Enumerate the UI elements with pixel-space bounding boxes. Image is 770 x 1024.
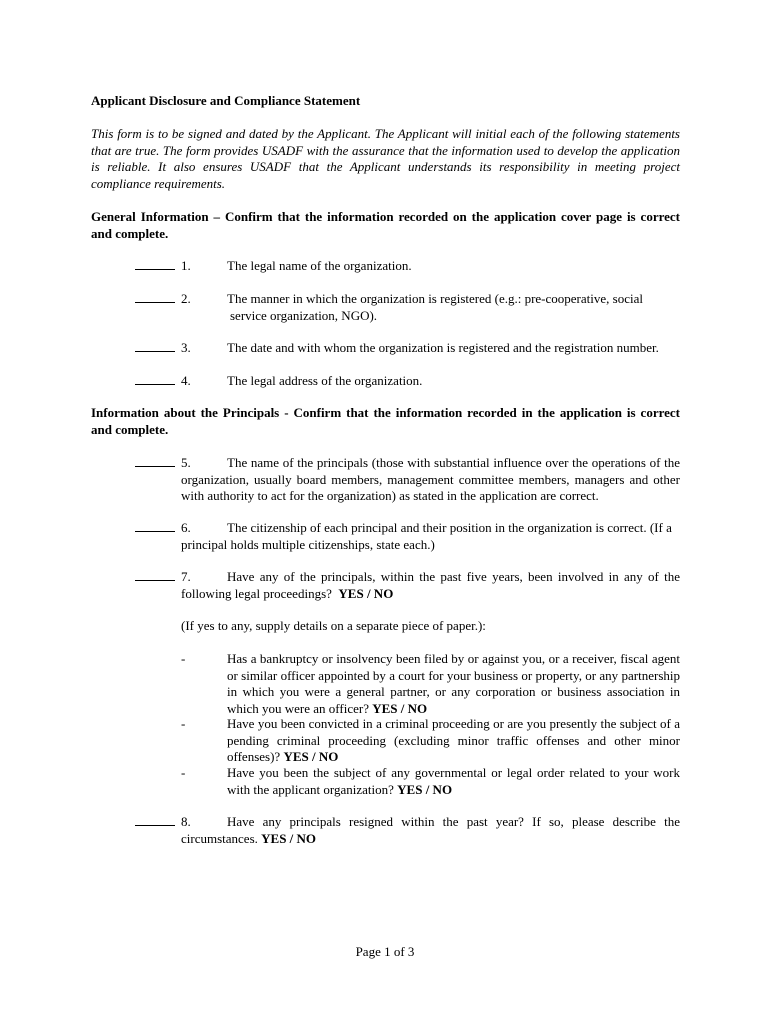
item-text: The citizenship of each principal and their position in the organization is correct. (If a principal holds multiple citizenships, state each.) bbox=[181, 520, 672, 552]
yes-no-answer[interactable]: YES / NO bbox=[261, 830, 317, 846]
item-question: Have any of the principals, within the past five years, been involved in any of the following legal proceedings? bbox=[181, 569, 680, 601]
initial-blank-3[interactable] bbox=[135, 340, 175, 352]
document-title: Applicant Disclosure and Compliance Statement bbox=[91, 93, 361, 108]
item-text bbox=[181, 569, 680, 602]
item-number: 2. bbox=[181, 291, 191, 306]
yes-no-answer[interactable]: YES / NO bbox=[338, 585, 394, 601]
item-text-line: The manner in which the organization is registered (e.g.: pre-cooperative, social bbox=[227, 291, 643, 306]
section-heading-general-information: General Information – Confirm that the information recorded on the application cover page is correct and complete. bbox=[91, 209, 680, 241]
yes-no-answer[interactable]: YES / NO bbox=[397, 781, 453, 797]
item-number: 8. bbox=[181, 814, 191, 829]
statement-item-3 bbox=[135, 340, 680, 357]
sub-question-body: Has a bankruptcy or insolvency been filed by or against you, or a receiver, fiscal agent or similar officer appointed by a court for your business or property, or any partnership in which you were a general partner, or any corporation or business association in which you were an officer? bbox=[227, 651, 680, 716]
initial-blank-6[interactable] bbox=[135, 520, 175, 532]
statement-item-1 bbox=[135, 258, 680, 275]
yes-no-answer[interactable]: YES / NO bbox=[372, 700, 428, 716]
sub-question-text bbox=[227, 651, 680, 717]
initial-blank-2[interactable] bbox=[135, 291, 175, 303]
sub-question-text bbox=[227, 716, 680, 766]
item-7-note: (If yes to any, supply details on a separate piece of paper.): bbox=[181, 618, 486, 633]
yes-no-answer[interactable]: YES / NO bbox=[283, 749, 339, 764]
statement-item-6 bbox=[135, 520, 680, 552]
item-number: 6. bbox=[181, 520, 191, 535]
initial-blank-4[interactable] bbox=[135, 373, 175, 385]
dash-bullet: - bbox=[181, 651, 186, 666]
statement-item-5 bbox=[135, 455, 680, 503]
intro-paragraph: This form is to be signed and dated by the Applicant. The Applicant will initial each of the following statements that are true. The form provides USADF with the assurance that the information used to develop the application is reliable. It also ensures USADF that the Applicant understands its responsibility in meeting project compliance requirements. bbox=[91, 126, 680, 191]
dash-bullet: - bbox=[181, 765, 186, 780]
initial-blank-8[interactable] bbox=[135, 814, 175, 826]
statement-item-2 bbox=[135, 291, 680, 323]
statement-item-4 bbox=[135, 373, 680, 390]
sub-question-body: Have you been the subject of any governmental or legal order related to your work with the applicant organization? bbox=[227, 765, 680, 797]
page-number: Page 1 of 3 bbox=[355, 944, 415, 959]
sub-question-text bbox=[227, 765, 680, 798]
item-text bbox=[227, 291, 680, 324]
item-text bbox=[181, 814, 680, 847]
dash-bullet: - bbox=[181, 716, 186, 731]
sub-question-body: Have you been convicted in a criminal proceeding or are you presently the subject of a pending criminal proceeding (excluding minor traffic offenses and other minor offenses)? bbox=[227, 716, 680, 764]
statement-item-8 bbox=[135, 814, 680, 846]
item-text: The name of the principals (those with substantial influence over the operations of the organization, usually board members, management committee members, managers and other with authority to act for the organization) as stated in the application are correct. bbox=[181, 455, 680, 503]
item-number: 3. bbox=[181, 340, 191, 355]
initial-blank-5[interactable] bbox=[135, 455, 175, 467]
item-number: 7. bbox=[181, 569, 191, 584]
initial-blank-7[interactable] bbox=[135, 569, 175, 581]
section-heading-principals: Information about the Principals - Confirm that the information recorded in the application is correct and complete. bbox=[91, 405, 680, 437]
item-number: 4. bbox=[181, 373, 191, 388]
item-question: Have any principals resigned within the past year? If so, please describe the circumstances. bbox=[181, 814, 680, 846]
statement-item-7 bbox=[135, 569, 680, 601]
item-text: The date and with whom the organization is registered and the registration number. bbox=[227, 340, 659, 355]
initial-blank-1[interactable] bbox=[135, 258, 175, 270]
item-text: The legal name of the organization. bbox=[227, 258, 412, 273]
item-number: 5. bbox=[181, 455, 191, 470]
item-text: The legal address of the organization. bbox=[227, 373, 423, 388]
item-text-line: service organization, NGO). bbox=[230, 307, 378, 323]
item-number: 1. bbox=[181, 258, 191, 273]
